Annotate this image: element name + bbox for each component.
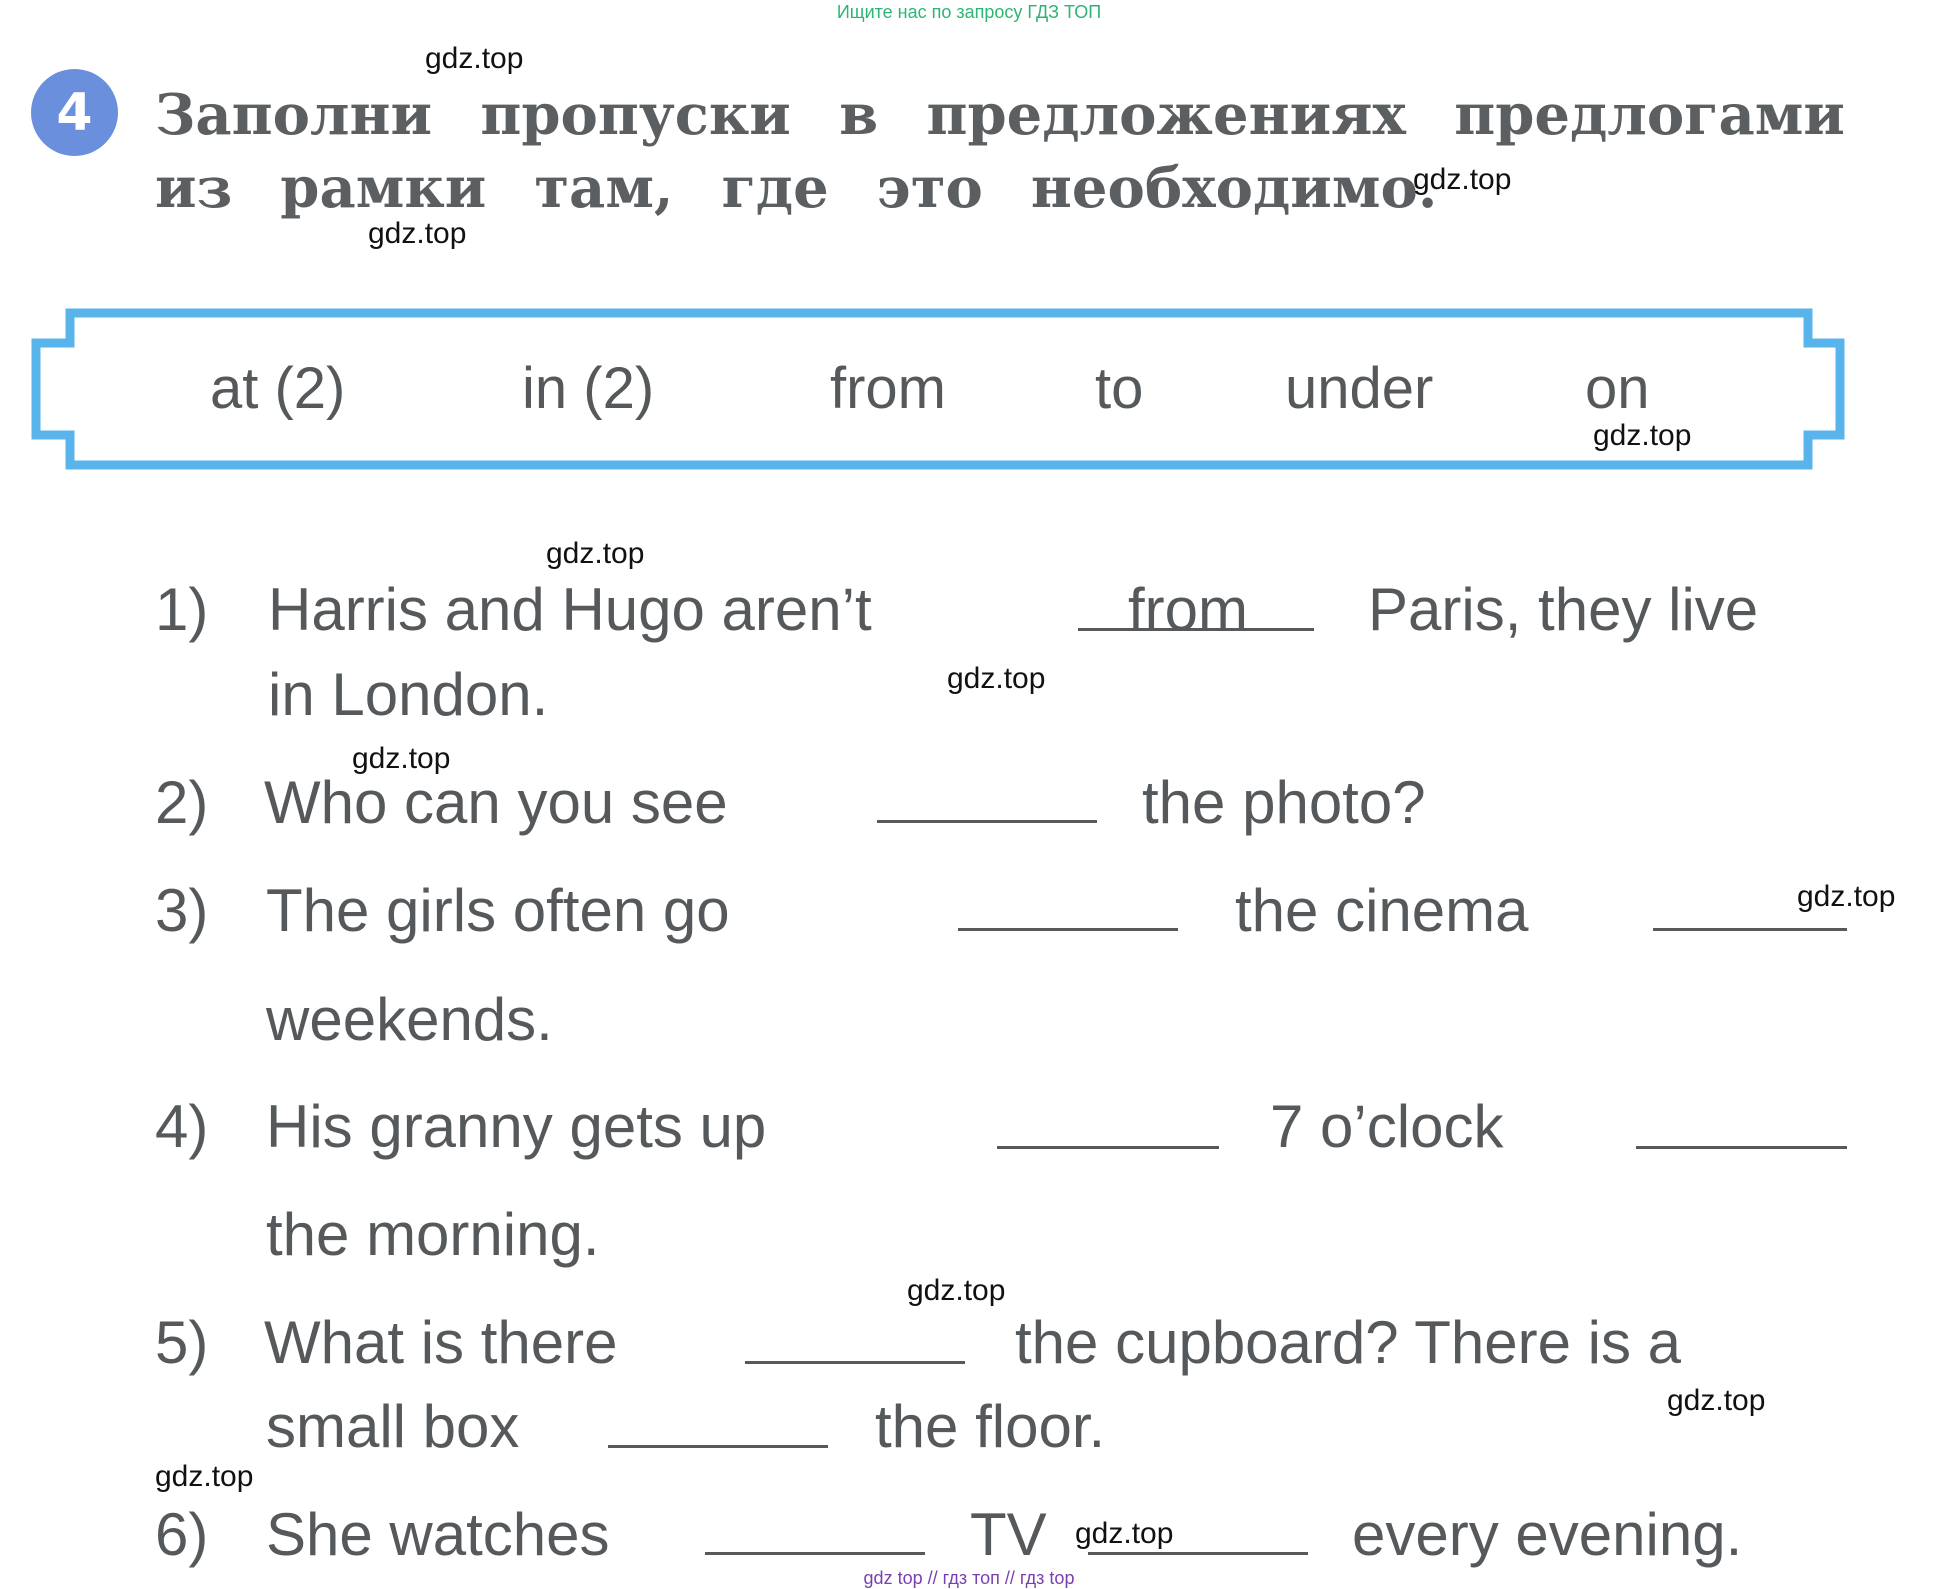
instruction-word: это	[876, 155, 983, 221]
sentence-6-text-c: every evening.	[1352, 1501, 1743, 1568]
footer-links[interactable]: gdz top // гдз топ // гдз top	[863, 1568, 1075, 1588]
watermark-text: gdz.top	[546, 537, 645, 570]
instruction-word: где	[721, 155, 829, 221]
watermark-text: gdz.top	[352, 742, 451, 775]
sentence-4-text-c: the morning.	[266, 1201, 600, 1268]
watermark-text: gdz.top	[947, 662, 1046, 695]
sentence-3-number: 3)	[155, 877, 209, 944]
watermark-text: gdz.top	[1413, 163, 1512, 196]
sentence-5-text-d: the floor.	[875, 1393, 1106, 1460]
sentence-1-number: 1)	[155, 576, 209, 643]
instruction-word: Заполни	[155, 82, 433, 148]
sentence-1-text-c: in London.	[268, 661, 549, 728]
instruction-word: там,	[534, 155, 674, 221]
sentence-6-number: 6)	[155, 1501, 209, 1568]
sentence-1-text-b: Paris, they live	[1368, 576, 1759, 643]
word-at: at (2)	[210, 356, 346, 421]
sentence-1-blank[interactable]	[1078, 628, 1314, 631]
sentence-2-number: 2)	[155, 769, 209, 836]
watermark-text: gdz.top	[907, 1274, 1006, 1307]
sentence-4-text-a: His granny gets up	[266, 1093, 767, 1160]
sentence-2-text-b: the photo?	[1142, 769, 1426, 836]
sentence-1-text-a: Harris and Hugo aren’t	[268, 576, 872, 643]
watermark-text: gdz.top	[1667, 1384, 1766, 1417]
sentence-6-blank-2[interactable]	[1088, 1552, 1308, 1555]
watermark-text: gdz.top	[1593, 419, 1692, 452]
sentence-3-text-b: the cinema	[1235, 877, 1529, 944]
instruction-word: в	[839, 82, 879, 148]
sentence-6-text-b: TV	[970, 1501, 1047, 1568]
instruction-word: необходимо.	[1030, 155, 1438, 221]
sentence-4-blank-2[interactable]	[1636, 1146, 1847, 1149]
watermark-text: gdz.top	[368, 217, 467, 250]
top-banner[interactable]: Ищите нас по запросу ГДЗ ТОП	[836, 2, 1102, 22]
instruction-word: предложениях	[926, 82, 1406, 148]
sentence-1-answer: from	[1128, 576, 1248, 643]
word-from: from	[830, 356, 946, 421]
exercise-number-badge: 4	[31, 69, 118, 156]
sentence-6-text-a: She watches	[266, 1501, 610, 1568]
sentence-2-blank[interactable]	[877, 820, 1097, 823]
sentence-6-blank-1[interactable]	[705, 1552, 925, 1555]
instruction-word: предлогами	[1454, 82, 1845, 148]
sentence-5-text-a: What is there	[264, 1309, 618, 1376]
sentence-3-text-a: The girls often go	[266, 877, 730, 944]
sentence-4-text-b: 7 o’clock	[1270, 1093, 1504, 1160]
sentence-5-blank-2[interactable]	[608, 1445, 828, 1448]
sentence-3-blank-1[interactable]	[958, 928, 1178, 931]
instruction-word: пропуски	[480, 82, 791, 148]
watermark-text: gdz.top	[1797, 880, 1896, 913]
watermark-text: gdz.top	[1075, 1517, 1174, 1550]
sentence-3-blank-2[interactable]	[1653, 928, 1847, 931]
word-in: in (2)	[522, 356, 655, 421]
instruction-word: рамки	[280, 155, 487, 221]
sentence-4-number: 4)	[155, 1093, 209, 1160]
word-under: under	[1285, 356, 1434, 421]
word-on: on	[1585, 356, 1650, 421]
sentence-2-text-a: Who can you see	[264, 769, 728, 836]
sentence-5-text-c: small box	[266, 1393, 520, 1460]
instruction-line-1	[155, 82, 1845, 148]
sentence-5-blank-1[interactable]	[745, 1361, 965, 1364]
sentence-3-text-c: weekends.	[266, 986, 553, 1053]
sentence-4-blank-1[interactable]	[997, 1146, 1219, 1149]
sentence-5-number: 5)	[155, 1309, 209, 1376]
instruction-line-2	[155, 155, 1845, 221]
instruction-word: из	[155, 155, 233, 221]
watermark-text: gdz.top	[425, 42, 524, 75]
sentence-5-text-b: the cupboard? There is a	[1015, 1309, 1682, 1376]
word-to: to	[1095, 356, 1144, 421]
watermark-text: gdz.top	[155, 1460, 254, 1493]
